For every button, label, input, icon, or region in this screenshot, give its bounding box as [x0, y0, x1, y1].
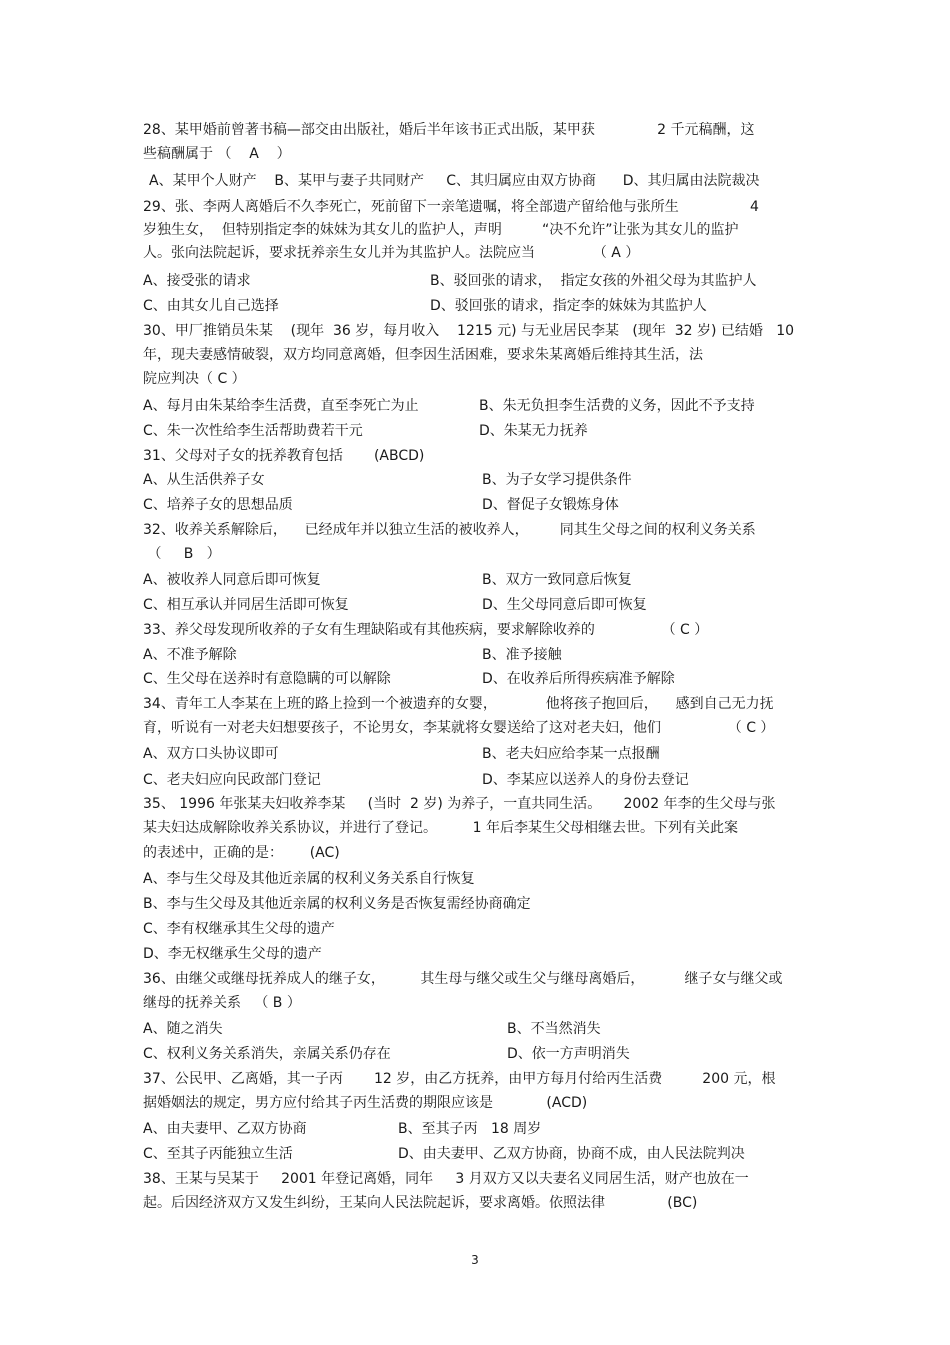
- q36-option-a: A、随之消失: [143, 1021, 223, 1037]
- q35-stem-line3: 的表述中，正确的是： (AC): [143, 845, 340, 861]
- q32-option-c: C、相互承认并同居生活即可恢复: [143, 597, 349, 613]
- q30-option-b: B、朱无负担李生活费的义务，因此不予支持: [479, 398, 755, 414]
- q36-stem-line1: 36、由继父或继母抚养成人的继子女， 其生母与继父或生父与继母离婚后， 继子女与继父或: [143, 971, 783, 987]
- q33-stem-line1: 33、养父母发现所收养的子女有生理缺陷或有其他疾病，要求解除收养的 （ C ）: [143, 622, 709, 638]
- q33-option-c: C、生父母在送养时有意隐瞒的可以解除: [143, 671, 391, 687]
- q31-option-c: C、培养子女的思想品质: [143, 497, 293, 513]
- q38-stem-line1: 38、王某与吴某于 2001 年登记离婚，同年 3 月双方又以夫妻名义同居生活，财产也放在一: [143, 1171, 749, 1187]
- q36-option-c: C、权利义务关系消失，亲属关系仍存在: [143, 1046, 391, 1062]
- q34-option-d: D、李某应以送养人的身份去登记: [482, 772, 689, 788]
- q29-option-d: D、驳回张的请求，指定李的妹妹为其监护人: [430, 298, 707, 314]
- q37-stem-line1: 37、公民甲、乙离婚，其一子丙 12 岁，由乙方抚养，由甲方每月付给丙生活费 200 元，根: [143, 1071, 776, 1087]
- q36-option-d: D、依一方声明消失: [507, 1046, 630, 1062]
- q38-stem-line2: 起。后因经济双方又发生纠纷，王某向人民法院起诉，要求离婚。依照法律 (BC): [143, 1195, 698, 1211]
- q37-stem-line2: 据婚姻法的规定，男方应付给其子丙生活费的期限应该是 (ACD): [143, 1095, 588, 1111]
- q35-option-d: D、李无权继承生父母的遗产: [143, 946, 322, 962]
- q32-stem-line2: （ B ）: [143, 546, 221, 562]
- q28-stem-line2: 些稿酬属于 （ A ）: [143, 146, 291, 162]
- q29-stem-line2: 岁独生女， 但特别指定李的妹妹为其女儿的监护人，声明 “决不允许”让张为其女儿的监护: [143, 222, 739, 238]
- q29-option-a: A、接受张的请求: [143, 273, 251, 289]
- q30-option-c: C、朱一次性给李生活帮助费若干元: [143, 423, 363, 439]
- q37-option-d: D、由夫妻甲、乙双方协商，协商不成，由人民法院判决: [398, 1146, 745, 1162]
- q28-options: A、某甲个人财产 B、某甲与妻子共同财产 C、其归属应由双方协商 D、其归属由法院裁决: [149, 173, 760, 189]
- page-number: 3: [471, 1253, 479, 1267]
- q32-option-d: D、生父母同意后即可恢复: [482, 597, 647, 613]
- q32-option-a: A、被收养人同意后即可恢复: [143, 572, 321, 588]
- q29-option-b: B、驳回张的请求， 指定女孩的外祖父母为其监护人: [430, 273, 757, 289]
- q31-option-d: D、督促子女锻炼身体: [482, 497, 619, 513]
- q32-stem-line1: 32、收养关系解除后， 已经成年并以独立生活的被收养人， 同其生父母之间的权利义务关系: [143, 522, 756, 538]
- q33-option-d: D、在收养后所得疾病准予解除: [482, 671, 675, 687]
- q30-option-d: D、朱某无力抚养: [479, 423, 588, 439]
- q34-stem-line1: 34、青年工人李某在上班的路上捡到一个被遗弃的女婴， 他将孩子抱回后， 感到自己无力抚: [143, 696, 774, 712]
- q28-stem-line1: 28、某甲婚前曾著书稿—部交由出版社，婚后半年该书正式出版，某甲获 2 千元稿酬，这: [143, 122, 755, 138]
- q34-option-a: A、双方口头协议即可: [143, 746, 279, 762]
- q31-option-a: A、从生活供养子女: [143, 472, 265, 488]
- q32-option-b: B、双方一致同意后恢复: [482, 572, 632, 588]
- q29-stem-line3: 人。张向法院起诉，要求抚养亲生女儿并为其监护人。法院应当 （ A ）: [143, 245, 640, 261]
- q37-option-c: C、至其子丙能独立生活: [143, 1146, 293, 1162]
- q31-option-b: B、为子女学习提供条件: [482, 472, 632, 488]
- q33-option-b: B、准予接触: [482, 647, 562, 663]
- q29-option-c: C、由其女儿自己选择: [143, 298, 279, 314]
- q34-stem-line2: 育，听说有一对老夫妇想要孩子，不论男女，李某就将女婴送给了这对老夫妇，他们 （ C ）: [143, 720, 775, 736]
- q35-stem-line1: 35、 1996 年张某夫妇收养李某 (当时 2 岁) 为养子，一直共同生活。 2002 年李的生父母与张: [143, 796, 776, 812]
- q35-option-c: C、李有权继承其生父母的遗产: [143, 921, 335, 937]
- q31-stem-line1: 31、父母对子女的抚养教育包括 (ABCD): [143, 448, 425, 464]
- q35-stem-line2: 某夫妇达成解除收养关系协议，并进行了登记。 1 年后李某生父母相继去世。下列有关此案: [143, 820, 738, 836]
- q30-stem-line2: 年，现夫妻感情破裂，双方均同意离婚，但李因生活困难，要求朱某离婚后维持其生活，法: [143, 347, 703, 363]
- q35-option-b: B、李与生父母及其他近亲属的权利义务是否恢复需经协商确定: [143, 896, 531, 912]
- q37-option-a: A、由夫妻甲、乙双方协商: [143, 1121, 307, 1137]
- q35-option-a: A、李与生父母及其他近亲属的权利义务关系自行恢复: [143, 871, 475, 887]
- q30-stem-line3: 院应判决（ C ）: [143, 371, 246, 387]
- q37-option-b: B、至其子丙 18 周岁: [398, 1121, 542, 1137]
- q34-option-b: B、老夫妇应给李某一点报酬: [482, 746, 660, 762]
- q33-option-a: A、不准予解除: [143, 647, 237, 663]
- q34-option-c: C、老夫妇应向民政部门登记: [143, 772, 321, 788]
- q36-stem-line2: 继母的抚养关系 （ B ）: [143, 995, 301, 1011]
- q30-stem-line1: 30、甲厂推销员朱某 (现年 36 岁，每月收入 1215 元) 与无业居民李某 (现年 32 岁) 已结婚 10: [143, 323, 795, 339]
- q29-stem-line1: 29、张、李两人离婚后不久李死亡，死前留下一亲笔遗嘱，将全部遗产留给他与张所生 4: [143, 199, 759, 215]
- q30-option-a: A、每月由朱某给李生活费，直至李死亡为止: [143, 398, 419, 414]
- q36-option-b: B、不当然消失: [507, 1021, 601, 1037]
